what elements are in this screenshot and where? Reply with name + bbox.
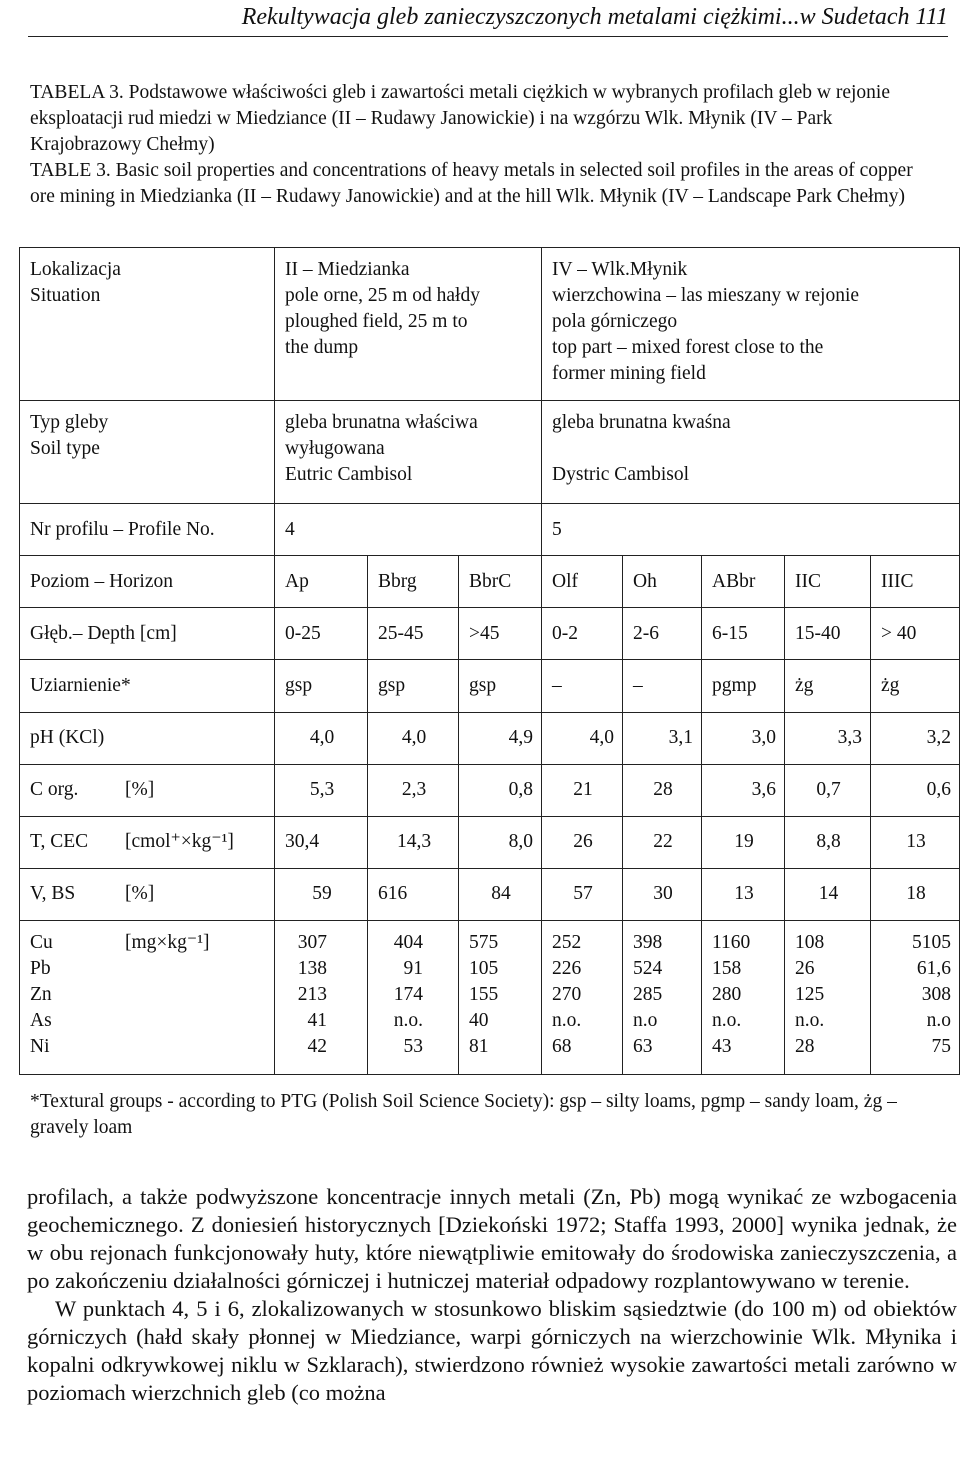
cell: gsp bbox=[459, 660, 542, 712]
cell: ABbr bbox=[702, 556, 785, 608]
row-unit: [cmol⁺×kg⁻¹] bbox=[125, 831, 234, 853]
cell: n.o. bbox=[795, 1009, 825, 1031]
cell: pgmp bbox=[702, 660, 785, 712]
cell: 0-2 bbox=[542, 608, 623, 660]
soil-ii-line: gleba brunatna właściwa bbox=[285, 412, 478, 434]
cell: 3,6 bbox=[702, 764, 785, 816]
cell: 61,6 bbox=[916, 957, 952, 979]
profile-ii: 4 bbox=[275, 504, 542, 556]
row-label-cell bbox=[20, 764, 275, 816]
metal-col bbox=[871, 920, 960, 1074]
cell: 75 bbox=[931, 1035, 952, 1057]
cell: 14 bbox=[785, 868, 871, 920]
cell: 57 bbox=[542, 868, 623, 920]
cell: n.o bbox=[926, 1009, 952, 1031]
row-label: Głęb.– Depth [cm] bbox=[20, 608, 275, 660]
cell: 4,9 bbox=[459, 712, 542, 764]
cell: Bbrg bbox=[368, 556, 459, 608]
cell: 26 bbox=[542, 816, 623, 868]
metals-unit: [mg×kg⁻¹] bbox=[125, 931, 210, 953]
cell: 41 bbox=[307, 1009, 327, 1031]
profile-row bbox=[20, 504, 960, 556]
cell: 28 bbox=[623, 764, 702, 816]
metal-col bbox=[785, 920, 871, 1074]
cell: 155 bbox=[469, 983, 499, 1005]
site-ii-line: pole orne, 25 m od hałdy bbox=[285, 285, 480, 306]
depth-row bbox=[20, 608, 960, 660]
row-label: pH (KCl) bbox=[20, 712, 275, 764]
site-iv-line: top part – mixed forest close to the bbox=[552, 337, 824, 358]
row-unit: [%] bbox=[125, 883, 155, 905]
cell: 26 bbox=[795, 957, 815, 979]
soil-properties-table bbox=[19, 247, 960, 1075]
cell: 213 bbox=[297, 983, 327, 1005]
cell: 226 bbox=[552, 957, 582, 979]
row-label: C org. bbox=[30, 779, 79, 801]
soil-iv-line: Dystric Cambisol bbox=[552, 464, 690, 486]
cell: 42 bbox=[307, 1035, 327, 1057]
metal-name: As bbox=[30, 1009, 52, 1031]
cell: BbrC bbox=[459, 556, 542, 608]
cell: 14,3 bbox=[368, 816, 459, 868]
cell: 0,7 bbox=[785, 764, 871, 816]
soil-iv-line: gleba brunatna kwaśna bbox=[552, 412, 731, 434]
cell: 28 bbox=[795, 1035, 815, 1057]
cell: IIC bbox=[785, 556, 871, 608]
cell: żg bbox=[785, 660, 871, 712]
cell: 63 bbox=[633, 1035, 653, 1057]
cell: 43 bbox=[712, 1035, 732, 1057]
soil-type-label-cell bbox=[20, 401, 275, 504]
row-label: T, CEC bbox=[30, 831, 89, 853]
location-row bbox=[20, 248, 960, 401]
cell: 25-45 bbox=[368, 608, 459, 660]
cell: 575 bbox=[469, 931, 499, 953]
cec-row bbox=[20, 816, 960, 868]
cell: 1160 bbox=[712, 931, 751, 953]
metal-name: Pb bbox=[30, 957, 51, 979]
cell: – bbox=[542, 660, 623, 712]
metal-col bbox=[702, 920, 785, 1074]
cell: 125 bbox=[795, 983, 825, 1005]
cell: 404 bbox=[393, 931, 423, 953]
site-ii-line: II – Miedzianka bbox=[285, 259, 410, 280]
row-label: Uziarnienie* bbox=[20, 660, 275, 712]
metal-col bbox=[623, 920, 702, 1074]
location-label-pl: Lokalizacja bbox=[30, 259, 121, 280]
site-iv-line: pola górniczego bbox=[552, 311, 678, 332]
cell: 13 bbox=[871, 816, 960, 868]
location-label-cell bbox=[20, 248, 275, 401]
cell: gsp bbox=[368, 660, 459, 712]
cell: 4,0 bbox=[542, 712, 623, 764]
body-paragraph: profilach, a także podwyższone koncentracje innych metali (Zn, Pb) mogą wynikać ze wzbogacenia geochemicznego. Z doniesień historycznych [Dziekoński 1972; Staffa 1993, 2000] wynika jednak, że w obu rejonach funkcjonowały huty, które niewątpliwie emitowały do środowiska zanieczyszczenia, a po zakończeniu działalności górniczej i hutniczej materiał odpadowy rozplantowywano w terenie. bbox=[27, 1184, 957, 1293]
soil-type-label-pl: Typ gleby bbox=[30, 412, 109, 434]
cell: 105 bbox=[469, 957, 499, 979]
row-label: Poziom – Horizon bbox=[20, 556, 275, 608]
row-label: V, BS bbox=[30, 883, 76, 905]
cell: 270 bbox=[552, 983, 582, 1005]
soil-ii-cell bbox=[275, 401, 542, 504]
soil-type-row bbox=[20, 401, 960, 504]
running-header: Rekultywacja gleb zanieczyszczonych metalami ciężkimi...w Sudetach 111 bbox=[28, 2, 948, 37]
cell: 285 bbox=[633, 983, 663, 1005]
site-iv-line: IV – Wlk.Młynik bbox=[552, 259, 688, 280]
metals-label-cell bbox=[20, 920, 275, 1074]
site-ii-line: ploughed field, 25 m to bbox=[285, 311, 468, 332]
cell: 2,3 bbox=[368, 764, 459, 816]
row-unit: [%] bbox=[125, 779, 155, 801]
body-text bbox=[27, 1183, 957, 1407]
cell: 30 bbox=[623, 868, 702, 920]
cell: 307 bbox=[297, 931, 327, 953]
cell: 6-15 bbox=[702, 608, 785, 660]
site-iv-line: former mining field bbox=[552, 363, 706, 384]
site-iv-line: wierzchowina – las mieszany w rejonie bbox=[552, 285, 860, 306]
cell: gsp bbox=[275, 660, 368, 712]
cell: 174 bbox=[393, 983, 423, 1005]
cell: 252 bbox=[552, 931, 582, 953]
cell: 22 bbox=[623, 816, 702, 868]
cell: n.o. bbox=[552, 1009, 582, 1031]
cell: 30,4 bbox=[275, 816, 368, 868]
cell: 4,0 bbox=[275, 712, 368, 764]
soil-iv-cell bbox=[542, 401, 960, 504]
cell: Ap bbox=[275, 556, 368, 608]
table-caption-english: TABLE 3. Basic soil properties and concentrations of heavy metals in selected soil profiles in the areas of copper ore mining in Miedzianka (II – Rudawy Janowickie) and at the hill Wlk. Młynik (IV – Landscape Park Chełmy) bbox=[30, 160, 913, 207]
texture-row bbox=[20, 660, 960, 712]
cell: n.o. bbox=[393, 1009, 423, 1031]
body-paragraph: W punktach 4, 5 i 6, zlokalizowanych w stosunkowo bliskim sąsiedztwie (do 100 m) od obiektów górniczych (hałd skały płonnej w Miedziance, warpi górniczych na wierzchowinie Wlk. Młynika i kopalni odkrywkowej niklu w Szklarach), stwierdzono również wysokie zawartości metali zarówno w poziomach wierzchnich gleb (co można bbox=[27, 1296, 957, 1405]
row-label-cell bbox=[20, 816, 275, 868]
cell: > 40 bbox=[871, 608, 960, 660]
cell: 8,8 bbox=[785, 816, 871, 868]
ph-row bbox=[20, 712, 960, 764]
cell: n.o. bbox=[712, 1009, 742, 1031]
soil-ii-line: Eutric Cambisol bbox=[285, 464, 413, 486]
cell: 0,8 bbox=[459, 764, 542, 816]
cell: 158 bbox=[712, 957, 742, 979]
cell: n.o bbox=[633, 1009, 658, 1031]
cell: 91 bbox=[403, 957, 423, 979]
soil-ii-line: wyługowana bbox=[285, 438, 385, 460]
cell: 81 bbox=[469, 1035, 489, 1057]
metal-name: Zn bbox=[30, 983, 52, 1005]
cell: 524 bbox=[633, 957, 663, 979]
cell: 308 bbox=[921, 983, 952, 1005]
cell: 138 bbox=[297, 957, 327, 979]
metal-col bbox=[459, 920, 542, 1074]
cell: Olf bbox=[542, 556, 623, 608]
site-ii-line: the dump bbox=[285, 337, 359, 358]
metal-col bbox=[542, 920, 623, 1074]
table-footnote: *Textural groups - according to PTG (Polish Soil Science Society): gsp – silty loams, pgmp – sandy loam, żg – gravely loam bbox=[30, 1091, 897, 1138]
metal-name: Cu bbox=[30, 931, 53, 953]
cell: 3,3 bbox=[785, 712, 871, 764]
cell: 280 bbox=[712, 983, 742, 1005]
cell: >45 bbox=[459, 608, 542, 660]
cell: 68 bbox=[552, 1035, 572, 1057]
profile-label: Nr profilu – Profile No. bbox=[20, 504, 275, 556]
cell: 616 bbox=[368, 868, 459, 920]
cell: 5105 bbox=[912, 931, 952, 953]
location-label-en: Situation bbox=[30, 285, 101, 306]
site-iv-cell bbox=[542, 248, 960, 401]
cell: 15-40 bbox=[785, 608, 871, 660]
profile-iv: 5 bbox=[542, 504, 960, 556]
cell: 21 bbox=[542, 764, 623, 816]
cell: 108 bbox=[795, 931, 825, 953]
cell: 0,6 bbox=[871, 764, 960, 816]
cell: 53 bbox=[403, 1035, 423, 1057]
cell: IIIC bbox=[871, 556, 960, 608]
cell: 398 bbox=[633, 931, 663, 953]
cell: 4,0 bbox=[368, 712, 459, 764]
corg-row bbox=[20, 764, 960, 816]
soil-type-label-en: Soil type bbox=[30, 438, 100, 460]
row-label-cell bbox=[20, 868, 275, 920]
horizon-row bbox=[20, 556, 960, 608]
metal-name: Ni bbox=[30, 1035, 50, 1057]
cell: 3,2 bbox=[871, 712, 960, 764]
cell: 3,1 bbox=[623, 712, 702, 764]
cell: 19 bbox=[702, 816, 785, 868]
cell: 59 bbox=[275, 868, 368, 920]
cell: 13 bbox=[702, 868, 785, 920]
cell: 2-6 bbox=[623, 608, 702, 660]
cell: 18 bbox=[871, 868, 960, 920]
cell: 84 bbox=[459, 868, 542, 920]
cell: 40 bbox=[469, 1009, 489, 1031]
site-ii-cell bbox=[275, 248, 542, 401]
bs-row bbox=[20, 868, 960, 920]
table-caption-polish: TABELA 3. Podstawowe właściwości gleb i zawartości metali ciężkich w wybranych profilach gleb w rejonie eksploatacji rud miedzi w Miedziance (II – Rudawy Janowickie) i na wzgórzu Wlk. Młynik (IV – Park Krajobrazowy Chełmy) bbox=[30, 82, 890, 155]
cell: Oh bbox=[623, 556, 702, 608]
cell: 0-25 bbox=[275, 608, 368, 660]
cell: 8,0 bbox=[459, 816, 542, 868]
metal-col bbox=[368, 920, 459, 1074]
metals-row bbox=[20, 920, 960, 1074]
cell: – bbox=[623, 660, 702, 712]
cell: 5,3 bbox=[275, 764, 368, 816]
cell: żg bbox=[871, 660, 960, 712]
metal-col bbox=[275, 920, 368, 1074]
cell: 3,0 bbox=[702, 712, 785, 764]
